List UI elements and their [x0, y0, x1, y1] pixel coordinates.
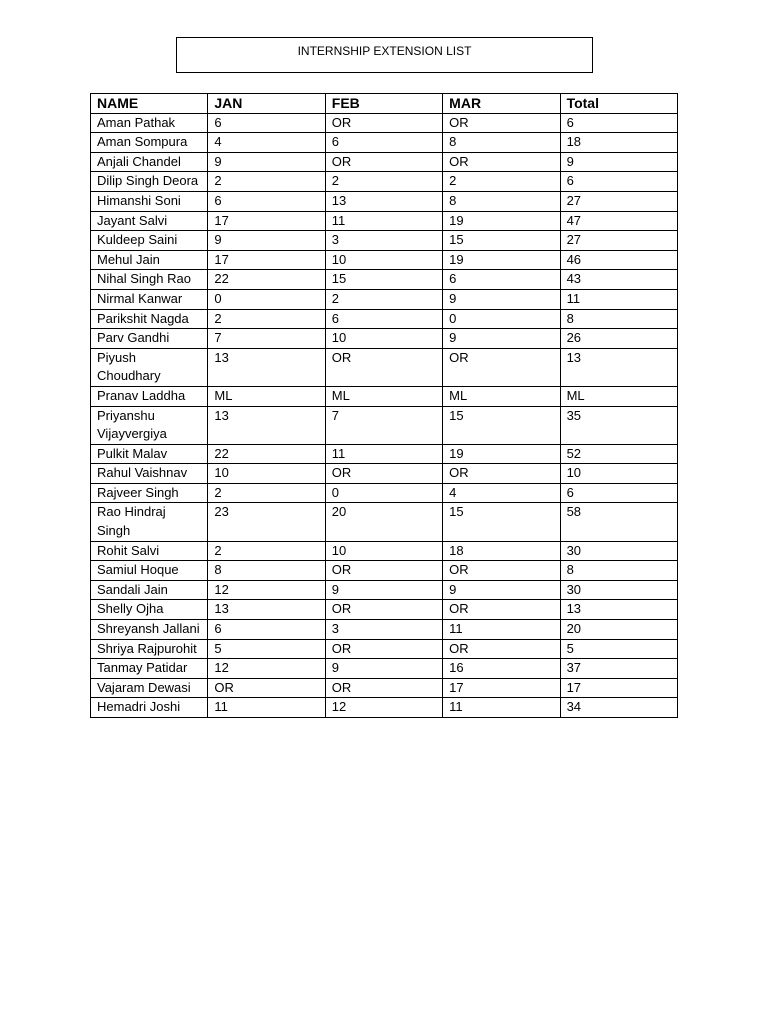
- name-cell: Pulkit Malav: [91, 444, 208, 464]
- total-cell: 6: [560, 483, 677, 503]
- mar-cell: 6: [443, 270, 560, 290]
- name-cell: Hemadri Joshi: [91, 698, 208, 718]
- total-cell: 20: [560, 620, 677, 640]
- feb-cell: OR: [325, 113, 442, 133]
- name-cell: Rahul Vaishnav: [91, 464, 208, 484]
- mar-cell: 11: [443, 620, 560, 640]
- feb-cell: OR: [325, 464, 442, 484]
- total-cell: 13: [560, 348, 677, 386]
- jan-cell: 5: [208, 639, 325, 659]
- mar-cell: ML: [443, 386, 560, 406]
- name-cell: Vajaram Dewasi: [91, 678, 208, 698]
- feb-cell: 9: [325, 659, 442, 679]
- jan-cell: 23: [208, 503, 325, 541]
- feb-cell: 11: [325, 211, 442, 231]
- table-row: [91, 231, 678, 251]
- jan-cell: 4: [208, 133, 325, 153]
- table-row: [91, 678, 678, 698]
- table-row: [91, 580, 678, 600]
- total-cell: 27: [560, 231, 677, 251]
- table-row: [91, 659, 678, 679]
- total-cell: 18: [560, 133, 677, 153]
- mar-cell: 15: [443, 231, 560, 251]
- table-row: [91, 464, 678, 484]
- feb-cell: 15: [325, 270, 442, 290]
- name-cell: Shelly Ojha: [91, 600, 208, 620]
- name-cell: Dilip Singh Deora: [91, 172, 208, 192]
- jan-cell: 12: [208, 580, 325, 600]
- total-cell: 6: [560, 172, 677, 192]
- name-cell: Piyush Choudhary: [91, 348, 208, 386]
- table-row: [91, 620, 678, 640]
- total-cell: 11: [560, 289, 677, 309]
- internship-extension-table: [90, 93, 678, 718]
- mar-cell: 19: [443, 211, 560, 231]
- column-header-feb: FEB: [325, 94, 442, 114]
- feb-cell: 20: [325, 503, 442, 541]
- name-cell: Nirmal Kanwar: [91, 289, 208, 309]
- feb-cell: 7: [325, 406, 442, 444]
- table-row: [91, 133, 678, 153]
- feb-cell: OR: [325, 348, 442, 386]
- name-cell: Rao Hindraj Singh: [91, 503, 208, 541]
- jan-cell: 22: [208, 270, 325, 290]
- mar-cell: 2: [443, 172, 560, 192]
- mar-cell: 11: [443, 698, 560, 718]
- total-cell: 35: [560, 406, 677, 444]
- document-title: INTERNSHIP EXTENSION LIST: [176, 37, 593, 73]
- table-row: [91, 561, 678, 581]
- feb-cell: OR: [325, 152, 442, 172]
- column-header-jan: JAN: [208, 94, 325, 114]
- mar-cell: 19: [443, 444, 560, 464]
- total-cell: 43: [560, 270, 677, 290]
- name-cell: Kuldeep Saini: [91, 231, 208, 251]
- table-body: [91, 113, 678, 717]
- mar-cell: 18: [443, 541, 560, 561]
- jan-cell: 12: [208, 659, 325, 679]
- mar-cell: OR: [443, 639, 560, 659]
- table-row: [91, 406, 678, 444]
- total-cell: 9: [560, 152, 677, 172]
- table-row: [91, 541, 678, 561]
- mar-cell: OR: [443, 464, 560, 484]
- jan-cell: 9: [208, 231, 325, 251]
- total-cell: 30: [560, 580, 677, 600]
- table-row: [91, 600, 678, 620]
- name-cell: Rajveer Singh: [91, 483, 208, 503]
- name-cell: Shriya Rajpurohit: [91, 639, 208, 659]
- table-row: [91, 483, 678, 503]
- column-header-mar: MAR: [443, 94, 560, 114]
- feb-cell: OR: [325, 600, 442, 620]
- table-header-row: [91, 94, 678, 114]
- mar-cell: 8: [443, 191, 560, 211]
- jan-cell: 7: [208, 329, 325, 349]
- feb-cell: ML: [325, 386, 442, 406]
- mar-cell: 8: [443, 133, 560, 153]
- jan-cell: 11: [208, 698, 325, 718]
- table-row: [91, 113, 678, 133]
- table-row: [91, 191, 678, 211]
- total-cell: 58: [560, 503, 677, 541]
- total-cell: 13: [560, 600, 677, 620]
- name-cell: Rohit Salvi: [91, 541, 208, 561]
- feb-cell: OR: [325, 639, 442, 659]
- total-cell: 8: [560, 561, 677, 581]
- table-row: [91, 503, 678, 541]
- total-cell: 27: [560, 191, 677, 211]
- mar-cell: 15: [443, 406, 560, 444]
- mar-cell: OR: [443, 561, 560, 581]
- feb-cell: 13: [325, 191, 442, 211]
- jan-cell: 13: [208, 600, 325, 620]
- table-row: [91, 348, 678, 386]
- feb-cell: 6: [325, 133, 442, 153]
- table-row: [91, 698, 678, 718]
- mar-cell: 9: [443, 289, 560, 309]
- jan-cell: 9: [208, 152, 325, 172]
- total-cell: 52: [560, 444, 677, 464]
- name-cell: Anjali Chandel: [91, 152, 208, 172]
- mar-cell: 15: [443, 503, 560, 541]
- name-cell: Mehul Jain: [91, 250, 208, 270]
- name-cell: Aman Sompura: [91, 133, 208, 153]
- feb-cell: 10: [325, 541, 442, 561]
- table-row: [91, 444, 678, 464]
- table-row: [91, 270, 678, 290]
- mar-cell: OR: [443, 113, 560, 133]
- jan-cell: 17: [208, 211, 325, 231]
- mar-cell: 16: [443, 659, 560, 679]
- jan-cell: 13: [208, 348, 325, 386]
- jan-cell: OR: [208, 678, 325, 698]
- mar-cell: OR: [443, 348, 560, 386]
- jan-cell: 17: [208, 250, 325, 270]
- jan-cell: 10: [208, 464, 325, 484]
- jan-cell: 2: [208, 309, 325, 329]
- total-cell: 30: [560, 541, 677, 561]
- total-cell: 6: [560, 113, 677, 133]
- table-row: [91, 386, 678, 406]
- feb-cell: 10: [325, 329, 442, 349]
- name-cell: Samiul Hoque: [91, 561, 208, 581]
- table-row: [91, 172, 678, 192]
- name-cell: Shreyansh Jallani: [91, 620, 208, 640]
- name-cell: Pranav Laddha: [91, 386, 208, 406]
- table-row: [91, 211, 678, 231]
- feb-cell: 2: [325, 172, 442, 192]
- jan-cell: 0: [208, 289, 325, 309]
- name-cell: Priyanshu Vijayvergiya: [91, 406, 208, 444]
- mar-cell: 19: [443, 250, 560, 270]
- feb-cell: 3: [325, 620, 442, 640]
- feb-cell: OR: [325, 561, 442, 581]
- name-cell: Parikshit Nagda: [91, 309, 208, 329]
- name-cell: Himanshi Soni: [91, 191, 208, 211]
- feb-cell: 10: [325, 250, 442, 270]
- column-header-total: Total: [560, 94, 677, 114]
- mar-cell: 9: [443, 580, 560, 600]
- feb-cell: 11: [325, 444, 442, 464]
- name-cell: Jayant Salvi: [91, 211, 208, 231]
- feb-cell: 6: [325, 309, 442, 329]
- table-row: [91, 152, 678, 172]
- mar-cell: 4: [443, 483, 560, 503]
- mar-cell: OR: [443, 600, 560, 620]
- jan-cell: 6: [208, 620, 325, 640]
- feb-cell: 12: [325, 698, 442, 718]
- table-row: [91, 639, 678, 659]
- jan-cell: 22: [208, 444, 325, 464]
- table-row: [91, 329, 678, 349]
- total-cell: 47: [560, 211, 677, 231]
- feb-cell: 2: [325, 289, 442, 309]
- mar-cell: 0: [443, 309, 560, 329]
- feb-cell: 0: [325, 483, 442, 503]
- table-row: [91, 250, 678, 270]
- table-row: [91, 289, 678, 309]
- jan-cell: 6: [208, 113, 325, 133]
- jan-cell: 2: [208, 172, 325, 192]
- table-row: [91, 309, 678, 329]
- total-cell: 34: [560, 698, 677, 718]
- jan-cell: 8: [208, 561, 325, 581]
- total-cell: 46: [560, 250, 677, 270]
- mar-cell: 17: [443, 678, 560, 698]
- name-cell: Tanmay Patidar: [91, 659, 208, 679]
- total-cell: ML: [560, 386, 677, 406]
- name-cell: Sandali Jain: [91, 580, 208, 600]
- mar-cell: OR: [443, 152, 560, 172]
- jan-cell: 6: [208, 191, 325, 211]
- mar-cell: 9: [443, 329, 560, 349]
- total-cell: 26: [560, 329, 677, 349]
- total-cell: 17: [560, 678, 677, 698]
- name-cell: Aman Pathak: [91, 113, 208, 133]
- feb-cell: 9: [325, 580, 442, 600]
- column-header-name: NAME: [91, 94, 208, 114]
- name-cell: Parv Gandhi: [91, 329, 208, 349]
- jan-cell: 2: [208, 483, 325, 503]
- total-cell: 8: [560, 309, 677, 329]
- jan-cell: 2: [208, 541, 325, 561]
- jan-cell: 13: [208, 406, 325, 444]
- feb-cell: OR: [325, 678, 442, 698]
- total-cell: 10: [560, 464, 677, 484]
- name-cell: Nihal Singh Rao: [91, 270, 208, 290]
- total-cell: 5: [560, 639, 677, 659]
- jan-cell: ML: [208, 386, 325, 406]
- total-cell: 37: [560, 659, 677, 679]
- feb-cell: 3: [325, 231, 442, 251]
